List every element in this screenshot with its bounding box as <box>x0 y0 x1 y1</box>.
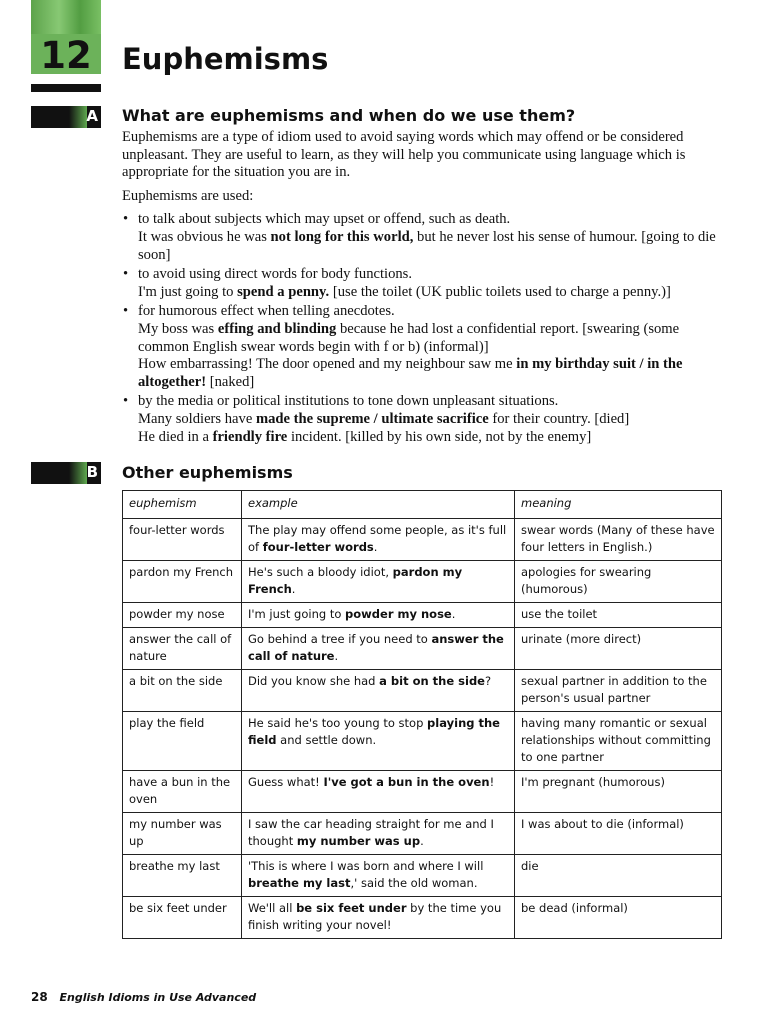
unit-divider <box>31 84 101 92</box>
usage-item <box>122 211 722 264</box>
usage-example <box>138 356 722 391</box>
idiom-highlight: answer the call of nature <box>248 632 504 663</box>
euphemism-cell: be six feet under <box>123 897 242 939</box>
text-run: He's such a bloody idiot, <box>248 565 393 579</box>
example-cell <box>242 712 515 771</box>
idiom-highlight: not long for this world, <box>270 228 414 245</box>
text-run: He died in a <box>138 428 213 445</box>
text-run: Go behind a tree if you need to <box>248 632 432 646</box>
column-header-example: example <box>242 491 515 519</box>
meaning-cell: swear words (Many of these have four letters in English.) <box>515 519 722 561</box>
usage-list <box>122 211 722 446</box>
usage-example <box>138 321 722 356</box>
section-a-heading: What are euphemisms and when do we use them? <box>122 106 576 125</box>
text-run: [use the toilet (UK public toilets used to charge a penny.)] <box>329 283 671 300</box>
usage-lead: • to talk about subjects which may upset or offend, such as death. <box>138 211 511 228</box>
text-run: . <box>451 607 456 621</box>
section-a-letter: A <box>86 107 98 125</box>
euphemism-cell: have a bun in the oven <box>123 771 242 813</box>
euphemism-cell: four-letter words <box>123 519 242 561</box>
section-b-letter: B <box>86 463 98 481</box>
text-run: ,' said the old woman. <box>350 876 478 890</box>
example-cell <box>242 855 515 897</box>
section-b-tab <box>31 462 101 484</box>
text-run: . <box>291 582 296 596</box>
text-run: He said he's too young to stop <box>248 716 428 730</box>
example-cell <box>242 813 515 855</box>
idiom-highlight: I've got a bun in the oven <box>323 775 490 789</box>
table-row <box>123 855 722 897</box>
euphemism-cell: play the field <box>123 712 242 771</box>
table-row <box>123 712 722 771</box>
table-row <box>123 603 722 628</box>
text-run: I'm just going to <box>248 607 346 621</box>
table-row <box>123 897 722 939</box>
section-a-tab <box>31 106 101 128</box>
example-cell <box>242 897 515 939</box>
usage-item <box>122 393 722 446</box>
used-label: Euphemisms are used: <box>122 187 254 204</box>
table-row <box>123 561 722 603</box>
text-run: . <box>334 649 339 663</box>
text-run: Many soldiers have <box>138 410 256 427</box>
example-cell <box>242 670 515 712</box>
text-run: and settle down. <box>276 733 377 747</box>
meaning-cell: die <box>515 855 722 897</box>
idiom-highlight: pardon my French <box>248 565 463 596</box>
usage-lead: • for humorous effect when telling anecdotes. <box>138 303 395 320</box>
euphemism-cell: answer the call of nature <box>123 628 242 670</box>
euphemism-cell: a bit on the side <box>123 670 242 712</box>
text-run: Did you know she had <box>248 674 380 688</box>
usage-lead: • by the media or political institutions to tone down unpleasant situations. <box>138 393 559 410</box>
table-row <box>123 670 722 712</box>
page-title: Euphemisms <box>122 42 329 76</box>
idiom-highlight: breathe my last <box>248 876 351 890</box>
text-run: by the time you finish writing your novel! <box>248 901 502 932</box>
example-cell <box>242 561 515 603</box>
column-header-euphemism: euphemism <box>123 491 242 519</box>
intro-paragraph: Euphemisms are a type of idiom used to avoid saying words which may offend or be considered unpleasant. They are useful to learn, as they will help you communicate using language which is appropriate for the situation you are in. <box>122 129 686 181</box>
usage-lead: • to avoid using direct words for body functions. <box>138 266 412 283</box>
table-header-row <box>123 491 722 519</box>
example-cell <box>242 771 515 813</box>
text-run: I'm just going to <box>138 283 238 300</box>
meaning-cell: urinate (more direct) <box>515 628 722 670</box>
idiom-highlight: four-letter words <box>262 540 374 554</box>
text-run: [naked] <box>206 373 255 390</box>
example-cell <box>242 628 515 670</box>
text-run: ! <box>489 775 495 789</box>
text-run: Guess what! <box>248 775 324 789</box>
meaning-cell: be dead (informal) <box>515 897 722 939</box>
text-run: 'This is where I was born and where I will <box>248 859 484 873</box>
meaning-cell: use the toilet <box>515 603 722 628</box>
text-run: because he had lost a confidential report. [swearing (some common English swear words begin with f or b) (informal)] <box>138 320 680 355</box>
text-run: . <box>373 540 378 554</box>
usage-example <box>138 411 722 429</box>
usage-example <box>138 284 722 302</box>
idiom-highlight: in my birthday suit / in the altogether! <box>138 356 683 390</box>
book-title: English Idioms in Use Advanced <box>59 991 257 1004</box>
text-run: How embarrassing! The door opened and my neighbour saw me <box>138 356 517 373</box>
meaning-cell: I was about to die (informal) <box>515 813 722 855</box>
meaning-cell: sexual partner in addition to the person's usual partner <box>515 670 722 712</box>
unit-number: 12 <box>40 34 92 77</box>
usage-example <box>138 229 722 264</box>
text-run: but he never lost his sense of humour. [going to die soon] <box>138 228 716 263</box>
example-cell <box>242 603 515 628</box>
text-run: for their country. [died] <box>488 410 630 427</box>
text-run: We'll all <box>248 901 297 915</box>
table-row <box>123 628 722 670</box>
idiom-highlight: spend a penny. <box>237 283 330 300</box>
idiom-highlight: my number was up <box>296 834 421 848</box>
usage-example <box>138 429 722 447</box>
idiom-highlight: powder my nose <box>345 607 452 621</box>
euphemism-cell: pardon my French <box>123 561 242 603</box>
example-cell <box>242 519 515 561</box>
text-run: incident. [killed by his own side, not by the enemy] <box>287 428 592 445</box>
usage-item <box>122 303 722 391</box>
table-row <box>123 519 722 561</box>
meaning-cell: apologies for swearing (humorous) <box>515 561 722 603</box>
section-b-heading: Other euphemisms <box>122 463 293 482</box>
usage-item <box>122 266 722 301</box>
page-footer <box>31 990 256 1004</box>
page-number: 28 <box>31 990 48 1004</box>
section-a-body <box>122 129 722 448</box>
text-run: . <box>420 834 424 848</box>
idiom-highlight: effing and blinding <box>217 320 337 337</box>
euphemism-cell: powder my nose <box>123 603 242 628</box>
text-run: ? <box>484 674 492 688</box>
text-run: The play may offend some people, as it's full of <box>248 523 507 554</box>
euphemism-table <box>122 490 722 939</box>
idiom-highlight: a bit on the side <box>379 674 485 688</box>
meaning-cell: I'm pregnant (humorous) <box>515 771 722 813</box>
idiom-highlight: playing the field <box>248 716 500 747</box>
idiom-highlight: made the supreme / ultimate sacrifice <box>255 410 489 427</box>
euphemism-cell: breathe my last <box>123 855 242 897</box>
table-row <box>123 813 722 855</box>
meaning-cell: having many romantic or sexual relationships without committing to one partner <box>515 712 722 771</box>
euphemism-cell: my number was up <box>123 813 242 855</box>
text-run: My boss was <box>138 320 218 337</box>
idiom-highlight: friendly fire <box>212 428 288 445</box>
table-row <box>123 771 722 813</box>
text-run: It was obvious he was <box>138 228 271 245</box>
text-run: I saw the car heading straight for me and I thought <box>248 817 494 848</box>
column-header-meaning: meaning <box>515 491 722 519</box>
idiom-highlight: be six feet under <box>296 901 407 915</box>
